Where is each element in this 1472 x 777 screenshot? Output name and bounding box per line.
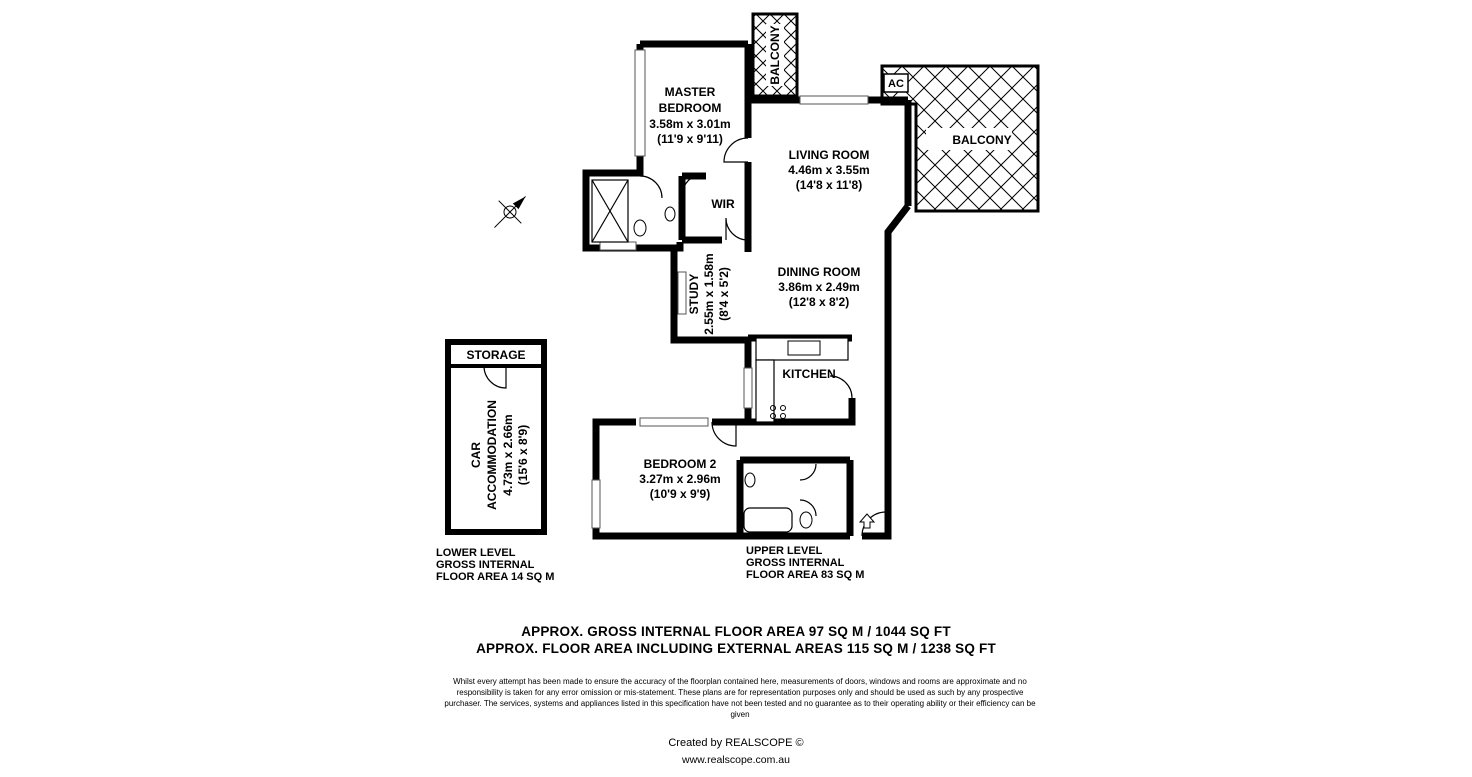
lower-level-caption [436, 547, 554, 583]
master-bedroom-imperial: (11'9 x 9'11) [657, 132, 723, 146]
balcony-small-label: BALCONY [768, 25, 782, 85]
lower-level-line3: FLOOR AREA 14 SQ M [436, 571, 555, 583]
lower-level-line2: GROSS INTERNAL [436, 559, 535, 571]
ensuite [592, 180, 675, 242]
master-bedroom-label1: MASTER [664, 85, 716, 99]
kitchen-label: KITCHEN [782, 367, 836, 381]
external-floor-area: APPROX. FLOOR AREA INCLUDING EXTERNAL AREAS 115 SQ M / 1238 SQ FT [476, 641, 996, 656]
storage-label: STORAGE [466, 348, 526, 362]
website-link[interactable]: www.realscope.com.au [682, 754, 790, 766]
study-label: STUDY [687, 273, 701, 315]
bedroom2-imperial: (10'9 x 9'9) [649, 487, 711, 501]
ac-label: AC [888, 78, 904, 90]
basin-icon [745, 473, 755, 487]
wir-label: WIR [711, 197, 735, 211]
ensuite-basin-icon [665, 207, 675, 221]
bedroom2-metric: 3.27m x 2.96m [639, 472, 721, 486]
living-room-metric: 4.46m x 3.55m [788, 163, 870, 177]
created-by-credit: Created by REALSCOPE © [668, 737, 804, 749]
living-room-imperial: (14'8 x 11'8) [795, 178, 863, 192]
car-metric: 4.73m x 2.66m [501, 414, 515, 496]
master-bedroom-metric: 3.58m x 3.01m [649, 117, 731, 131]
master-bedroom-label2: BEDROOM [658, 101, 722, 115]
bathtub-icon [744, 508, 792, 532]
upper-level-caption [746, 545, 864, 581]
lower-level-line1: LOWER LEVEL [436, 547, 516, 559]
lower-level [448, 342, 544, 532]
living-room-label: LIVING ROOM [788, 148, 870, 162]
total-floor-area: APPROX. GROSS INTERNAL FLOOR AREA 97 SQ M / 1044 SQ FT [521, 624, 951, 639]
study-imperial: (8'4 x 5'2) [717, 267, 731, 321]
study-metric: 2.55m x 1.58m [702, 253, 716, 335]
balcony-large-label: BALCONY [952, 133, 1012, 147]
car-label-line2: ACCOMMODATION [485, 400, 499, 510]
upper-level-line1: UPPER LEVEL [746, 545, 823, 557]
dining-room-label: DINING ROOM [777, 265, 861, 279]
bathroom-fixtures [744, 473, 812, 532]
dining-room-imperial: (12'8 x 8'2) [788, 295, 850, 309]
car-label-line1: CAR [469, 442, 483, 468]
dining-room-metric: 3.86m x 2.49m [778, 280, 860, 294]
toilet-icon [800, 512, 812, 528]
ensuite-toilet-icon [634, 220, 646, 236]
upper-level-line3: FLOOR AREA 83 SQ M [746, 569, 865, 581]
disclaimer-text: Whilst every attempt has been made to ensure the accuracy of the floorplan contained here, measurements of doors, windows and rooms are approximate and no responsibility is taken for any error omission or mis-statement. These plans are for representation purposes only and should be used as such by any prospective purchaser. The services, systems and appliances listed in this specification have not been tested and no guarantee as to their operating ability or their efficiency can be given [444, 677, 1036, 719]
car-imperial: (15'6 x 8'9) [516, 424, 530, 486]
ac-unit [884, 74, 908, 92]
balcony-small [753, 14, 797, 96]
upper-level-line2: GROSS INTERNAL [746, 557, 845, 569]
compass-icon [483, 185, 537, 239]
bedroom2-label: BEDROOM 2 [643, 457, 717, 471]
sink-icon [788, 341, 820, 355]
